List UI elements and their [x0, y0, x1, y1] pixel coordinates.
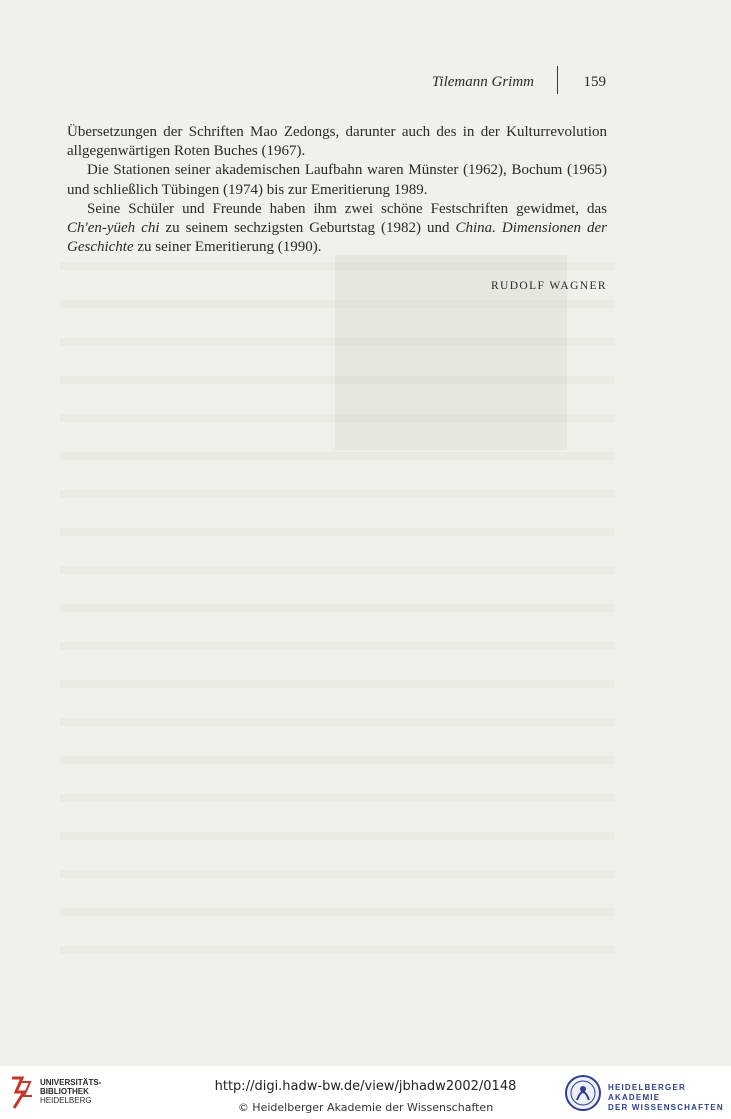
paragraph-2: Die Stationen seiner akademischen Laufbahn waren Münster (1962), Bochum (1965) und schließlich Tübingen (1974) bis zur Emeritierung 1989.: [67, 162, 607, 198]
library-name-line: HEIDELBERG: [40, 1096, 92, 1105]
bleed-through-line: [60, 452, 615, 460]
academy-name-line: HEIDELBERGER AKADEMIE: [608, 1083, 686, 1102]
paragraph-3-text: zu seiner Emeritierung (1990).: [133, 239, 322, 256]
page-number: 159: [583, 74, 606, 90]
academy-name[interactable]: [608, 1083, 731, 1113]
bleed-through-line: [60, 832, 615, 840]
bleed-through-line: [60, 794, 615, 802]
running-head-divider: [557, 66, 558, 94]
academy-name-line: DER WISSENSCHAFTEN: [608, 1103, 724, 1112]
bleed-through-line: [60, 756, 615, 764]
paragraph-1: Übersetzungen der Schriften Mao Zedongs, darunter auch des in der Kulturrevolution allgegenwärtigen Roten Buches (1967).: [67, 124, 607, 160]
library-name-line: UNIVERSITÄTS-: [40, 1078, 102, 1087]
copyright-notice: © Heidelberger Akademie der Wissenschaften: [237, 1101, 494, 1114]
running-head-author: Tilemann Grimm: [431, 74, 534, 90]
bleed-through-line: [60, 718, 615, 726]
bleed-through-line: [60, 604, 615, 612]
paragraph-3: [67, 200, 607, 258]
paragraph-3-text: zu seinem sechzigsten Geburtstag (1982) und: [159, 220, 456, 237]
bleed-through-line: [60, 490, 615, 498]
article-body: [67, 123, 607, 257]
bleed-through-line: [60, 908, 615, 916]
running-head: [360, 74, 606, 94]
bleed-through-line: [60, 870, 615, 878]
permalink-url[interactable]: http://digi.hadw-bw.de/view/jbhadw2002/0148: [214, 1079, 517, 1094]
festschrift-title-1: Ch'en-yüeh chi: [67, 220, 160, 237]
paragraph-3-text: Seine Schüler und Freunde haben ihm zwei schöne Festschriften gewidmet, das: [87, 200, 607, 217]
festschrift-title-2: China. Dimensionen der Geschichte: [67, 220, 608, 256]
bleed-through-line: [60, 566, 615, 574]
viewer-footer: [0, 1066, 731, 1119]
author-signature: RUDOLF WAGNER: [490, 280, 607, 292]
library-name-line: BIBLIOTHEK: [40, 1087, 89, 1096]
bleed-through-line: [60, 946, 615, 954]
academy-seal-icon[interactable]: [564, 1074, 602, 1112]
bleed-through-line: [60, 642, 615, 650]
bleed-through-line: [60, 680, 615, 688]
bleed-through-line: [60, 528, 615, 536]
